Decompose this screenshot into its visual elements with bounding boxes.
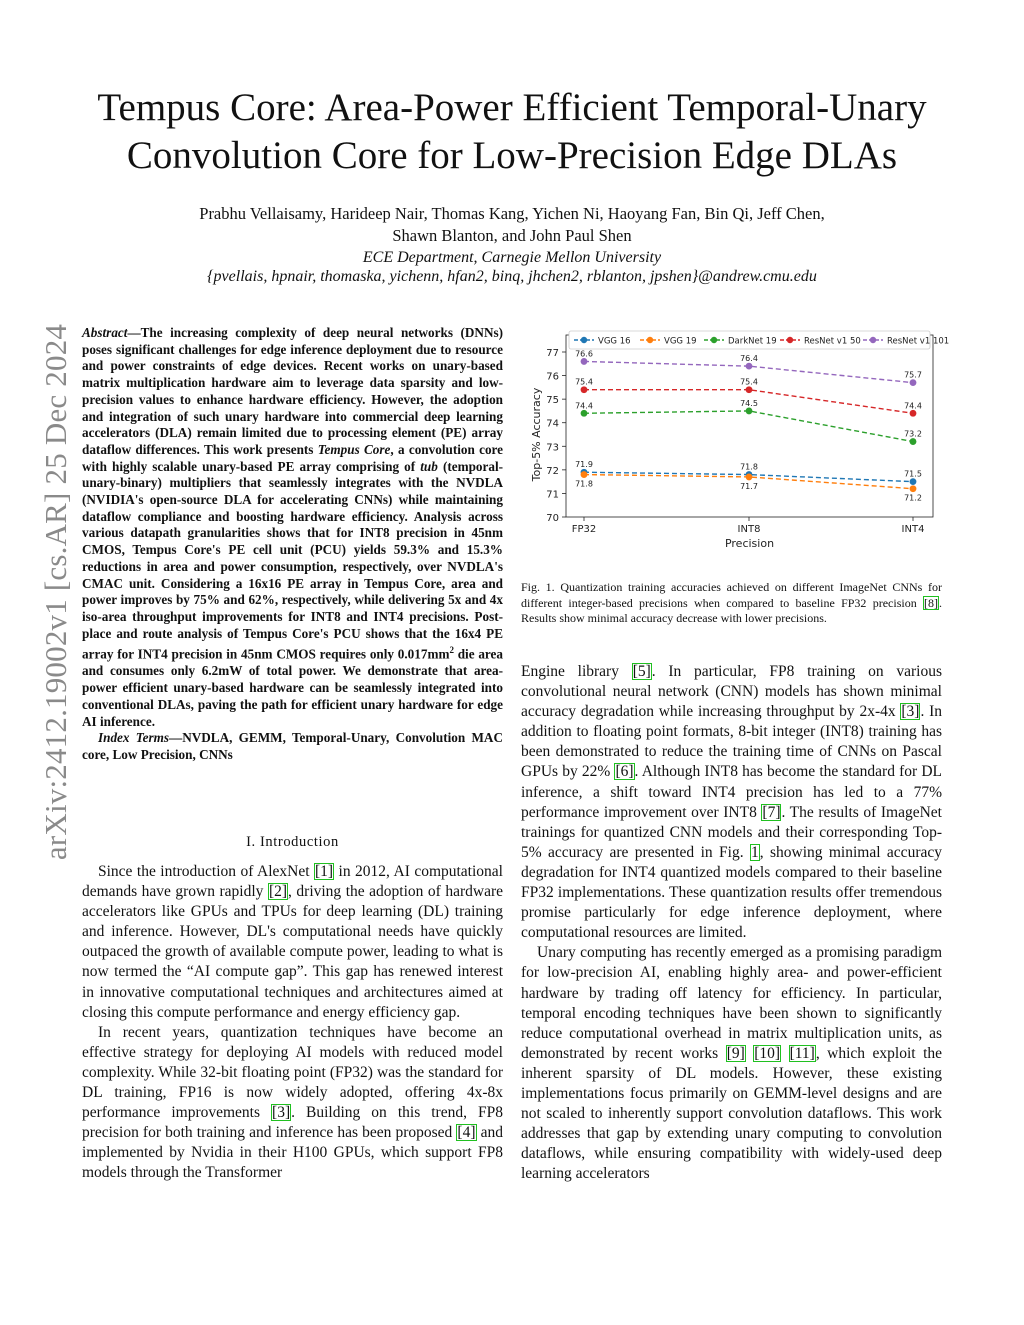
citation-link[interactable]: [2] xyxy=(268,883,288,901)
intro-paragraph-2 xyxy=(82,1023,503,1184)
data-point xyxy=(746,408,753,415)
y-tick-label: 75 xyxy=(546,395,559,407)
y-tick-label: 72 xyxy=(546,465,559,477)
citation-link[interactable]: [1] xyxy=(314,863,334,880)
data-point xyxy=(746,474,753,481)
citation-link[interactable]: [9] xyxy=(726,1044,745,1062)
citation-link[interactable]: [10] xyxy=(754,1044,781,1062)
body-text: Engine library xyxy=(521,663,632,680)
abstract-text: —The increasing complexity of deep neural networks (DNNs) poses significant challenges for edge inference deployment due to resource and power constraints of edge devices. Recent works on unary-based matrix multiplication hardware aim to leverage data sparsity and low-precision values to enhance hardware efficiency. However, the adoption and integration of such unary hardware into commercial deep learning accelerators (DLA) remain limited due to processing element (PE) array dataflow differences. This work presents xyxy=(82,325,503,457)
abstract-text: (temporal-unary-binary) multipliers that seamlessly integrates with the NVDLA (NVIDIA's open-source DLA for accelerating CNNs) while maintaining dataflow compliance and boosting hardware efficiency. Analysis across various datapath granularities shows that for INT8 precision in 45nm CMOS, Tempus Core's PE cell unit (PCU) yields 59.3% and 15.3% reductions in area and power consumption, respectively, over NVDLA's CMAC unit. Considering a 16x16 PE array in Tempus Core, area and power improves by 75% and 62%, respectively, while delivering 5x and 4x iso-area throughput improvements for INT8 and INT4 precisions. Post-place and route analysis of Tempus Core's PCU shows that the 16x4 PE array for INT4 precision in 45nm CMOS requires only 0.017mm xyxy=(82,458,503,662)
data-label: 74.4 xyxy=(575,401,593,411)
data-point xyxy=(581,358,588,365)
x-tick-label: FP32 xyxy=(571,524,597,535)
left-column-body xyxy=(82,862,503,1184)
y-tick-label: 77 xyxy=(546,348,559,359)
y-tick-label: 74 xyxy=(546,418,559,430)
caption-text: . Results show minimal accuracy decrease with lower precisions. xyxy=(521,595,942,625)
y-tick-label: 73 xyxy=(546,442,559,454)
data-point xyxy=(910,485,917,492)
authors-line-1: Prabhu Vellaisamy, Harideep Nair, Thomas Kang, Yichen Ni, Haoyang Fan, Bin Qi, Jeff Chen, xyxy=(199,204,825,223)
citation-link[interactable]: [8] xyxy=(924,595,938,610)
paper-title: Tempus Core: Area-Power Efficient Temporal-Unary Convolution Core for Low-Precision Edge DLAs xyxy=(97,86,927,177)
body-text: . Building on this trend, FP8 precision for both training and inference has been proposed xyxy=(82,1104,503,1142)
citation-link[interactable]: [3] xyxy=(272,1104,291,1122)
index-terms: —NVDLA, GEMM, Temporal-Unary, Convolution MAC core, Low Precision, CNNs xyxy=(82,730,503,762)
data-label: 76.6 xyxy=(575,349,593,359)
author-list xyxy=(60,203,964,247)
body-text: . Although INT8 has become the standard for DL inference, a shift toward INT4 precision has led to a 77% performance improvement over INT8 xyxy=(521,763,942,821)
body-text: , showing minimal accuracy degradation for INT4 quantized models compared to their baseline FP32 implementations. These quantization results offer tremendous promise particularly for edge inference deployment, where computational resources are limited. xyxy=(521,843,942,942)
data-point xyxy=(910,438,917,445)
body-text: . In addition to floating point formats, 8-bit integer (INT8) training has been demonstrated to reduce the training time of CNNs on Pascal GPUs by 22% xyxy=(521,703,942,781)
citation-link[interactable]: [3] xyxy=(901,703,920,721)
legend-entry: VGG 19 xyxy=(664,336,697,347)
data-point xyxy=(910,410,917,417)
y-axis-label: Top-5% Accuracy xyxy=(530,387,543,482)
abstract-tub: tub xyxy=(420,458,438,474)
data-point xyxy=(910,478,917,485)
intro-paragraph-4 xyxy=(521,943,942,1184)
legend-swatch-marker xyxy=(581,337,587,343)
data-label: 71.2 xyxy=(904,493,922,503)
citation-link[interactable]: [5] xyxy=(632,663,651,680)
abstract-tempus-core: Tempus Core xyxy=(317,441,391,457)
body-text: in 2012, AI computational demands have grown rapidly xyxy=(82,863,503,901)
data-point xyxy=(581,386,588,393)
figure-1-chart xyxy=(521,325,950,565)
data-label: 75.4 xyxy=(740,377,758,387)
abstract-superscript: 2 xyxy=(449,645,454,656)
x-tick-label: INT8 xyxy=(737,524,761,535)
legend-entry: ResNet v1 50 xyxy=(804,336,861,347)
data-point xyxy=(910,379,917,386)
citation-link[interactable]: [4] xyxy=(457,1124,476,1142)
legend-entry: DarkNet 19 xyxy=(728,336,777,347)
author-emails: {pvellais, hpnair, thomaska, yichenn, hfan2, binq, jhchen2, rblanton, jpshen}@andrew.cmu.edu xyxy=(207,268,817,285)
citation-link[interactable]: [11] xyxy=(789,1044,815,1062)
data-label: 74.4 xyxy=(904,401,922,411)
legend-swatch-marker xyxy=(787,337,793,343)
legend-swatch-marker xyxy=(647,337,653,343)
legend-entry: VGG 16 xyxy=(598,336,631,347)
section-heading-introduction: I. Introduction xyxy=(246,834,339,850)
y-tick-label: 70 xyxy=(546,513,559,524)
data-label: 75.7 xyxy=(904,370,922,380)
intro-paragraph-1 xyxy=(82,862,503,1023)
accuracy-line-chart xyxy=(521,325,950,565)
x-axis-label: Precision xyxy=(724,537,775,550)
body-text: Unary computing has recently emerged as a promising paradigm for low-precision AI, enabling highly area- and power-efficient hardware by trading off latency for efficiency. In particular, temporal encoding techniques have been shown to significantly reduce computational overhead in matrix multiplication units, as demonstrated by recent works xyxy=(521,944,942,1062)
intro-paragraph-3 xyxy=(521,662,942,943)
body-text: . In particular, FP8 training on various convolutional neural network (CNN) models has shown minimal accuracy degradation while increasing throughput by 2x-4x xyxy=(521,663,942,721)
body-text: , which exploit the inherent sparsity of DL models. However, these existing implementations focus primarily on GEMM-level designs and are not scaled to inherently support convolution dataflows. This work addresses that gap by extending unary computing to convolution dataflows, while ensuring compatibility with widely-used deep learning accelerators xyxy=(521,1044,942,1183)
series-line xyxy=(584,411,913,442)
abstract-label: Abstract xyxy=(82,325,128,340)
abstract xyxy=(82,325,503,764)
abstract-text: die area and consumes only 6.2mW of total power. We demonstrate that area-power efficient unary-based hardware can be seamlessly integrated into conventional DLAs, paving the path for efficient unary hardware for edge AI inference. xyxy=(82,646,503,729)
data-point xyxy=(746,363,753,370)
y-tick-label: 76 xyxy=(546,371,559,383)
body-text: In recent years, quantization techniques have become an effective strategy for deploying AI models with reduced model complexity. While 32-bit floating point (FP32) was the standard for DL training, FP16 is now widely adopted, offering 4x-8x performance improvements xyxy=(82,1023,503,1122)
legend-entry: ResNet v1 101 xyxy=(887,336,950,347)
data-point xyxy=(581,471,588,478)
data-label: 71.9 xyxy=(575,460,593,470)
data-point xyxy=(746,386,753,393)
caption-text: Fig. 1. Quantization training accuracies achieved on different ImageNet CNNs for different integer-based precisions when compared to baseline FP32 precision xyxy=(521,580,942,610)
data-label: 71.7 xyxy=(740,481,758,491)
data-label: 75.4 xyxy=(575,377,593,387)
data-label: 73.2 xyxy=(904,429,922,439)
data-label: 71.8 xyxy=(575,479,593,489)
body-text: . The results of ImageNet trainings for quantized CNN models and their corresponding Top-5% accuracy are presented in Fig. xyxy=(521,803,942,861)
citation-link[interactable]: [6] xyxy=(615,763,634,781)
body-text: , driving the adoption of hardware accelerators like GPUs and TPUs for deep learning (DL) training and inference. However, DL's computational needs have quickly outpaced the growth of available compute power, leading to what is now termed the “AI compute gap”. This gap has renewed interest in innovative computational techniques and architectures aimed at closing this compute performance and energy efficiency gap. xyxy=(82,883,503,1021)
figure-reference-link[interactable]: 1 xyxy=(750,843,759,861)
arxiv-identifier: arXiv:2412.19002v1 [cs.AR] 25 Dec 2024 xyxy=(38,323,73,861)
data-label: 71.8 xyxy=(740,462,758,472)
body-text: Since the introduction of AlexNet xyxy=(98,863,314,880)
legend-swatch-marker xyxy=(870,337,876,343)
abstract-text: , a convolution core with highly scalable unary-based PE array comprising of xyxy=(82,441,504,474)
data-label: 71.5 xyxy=(904,469,922,479)
data-label: 74.5 xyxy=(740,398,758,408)
body-text: and implemented by Nvidia in their H100 GPUs, which support FP8 models through the Transformer xyxy=(82,1124,503,1182)
figure-1-caption xyxy=(521,580,942,627)
citation-link[interactable]: [7] xyxy=(762,803,781,821)
index-terms-label: Index Terms xyxy=(98,730,170,746)
right-column-body xyxy=(521,662,942,1184)
y-tick-label: 71 xyxy=(546,489,559,501)
data-label: 76.4 xyxy=(740,354,758,364)
legend-swatch-marker xyxy=(711,337,717,343)
x-tick-label: INT4 xyxy=(901,524,925,535)
authors-line-2: Shawn Blanton, and John Paul Shen xyxy=(392,226,632,245)
affiliation: ECE Department, Carnegie Mellon University xyxy=(362,249,662,266)
data-point xyxy=(581,410,588,417)
